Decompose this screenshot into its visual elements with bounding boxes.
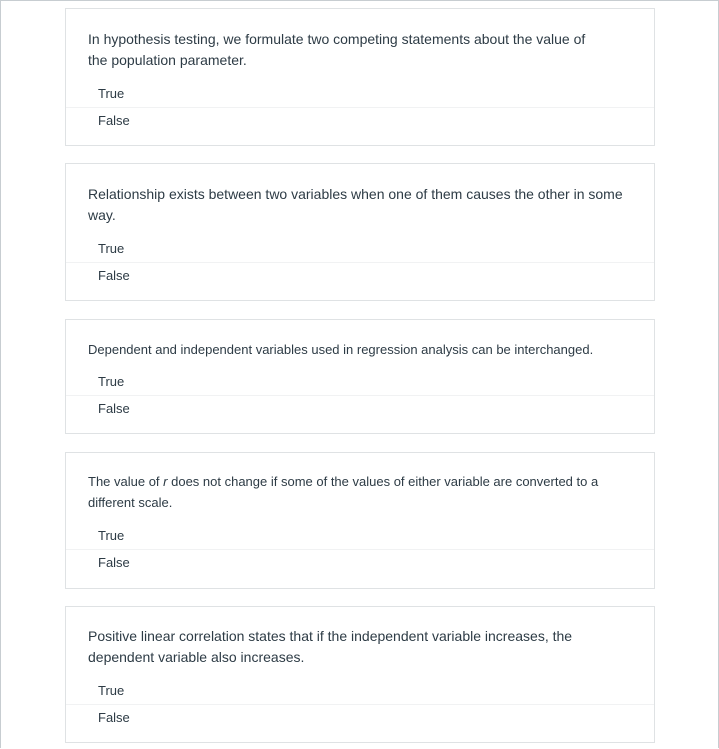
question-2 xyxy=(65,163,655,301)
question-2-answers xyxy=(66,236,654,289)
question-4-text-after: does not change if some of the values of either variable are converted to a different scale. xyxy=(88,474,599,510)
question-5-option-true[interactable]: True xyxy=(98,683,125,698)
question-5-answers xyxy=(66,678,654,731)
question-4-answers xyxy=(66,523,654,576)
question-3-option-true[interactable]: True xyxy=(98,374,125,389)
question-1-option-true[interactable]: True xyxy=(98,86,125,101)
question-5-option-false[interactable]: False xyxy=(66,704,654,731)
question-2-option-false[interactable]: False xyxy=(66,262,654,289)
question-4-option-true[interactable]: True xyxy=(98,528,125,543)
question-1-option-false[interactable]: False xyxy=(66,107,654,134)
question-4-text-before: The value of xyxy=(88,474,164,489)
question-3-answers xyxy=(66,369,654,422)
question-1 xyxy=(65,8,655,146)
question-1-text: In hypothesis testing, we formulate two competing statements about the value of the population parameter. xyxy=(88,31,586,68)
question-4 xyxy=(65,452,655,589)
question-3-option-false[interactable]: False xyxy=(66,395,654,422)
question-2-text: Relationship exists between two variables when one of them causes the other in some way. xyxy=(88,186,623,223)
question-1-answers xyxy=(66,81,654,134)
question-5-text: Positive linear correlation states that if the independent variable increases, the dependent variable also increases. xyxy=(88,628,573,665)
question-3 xyxy=(65,319,655,434)
question-5 xyxy=(65,606,655,743)
question-4-text-variable: r xyxy=(163,474,168,489)
question-3-text: Dependent and independent variables used in regression analysis can be interchanged. xyxy=(88,342,594,357)
question-4-option-false[interactable]: False xyxy=(66,549,654,576)
question-2-option-true[interactable]: True xyxy=(98,241,125,256)
question-4-text xyxy=(66,453,638,513)
